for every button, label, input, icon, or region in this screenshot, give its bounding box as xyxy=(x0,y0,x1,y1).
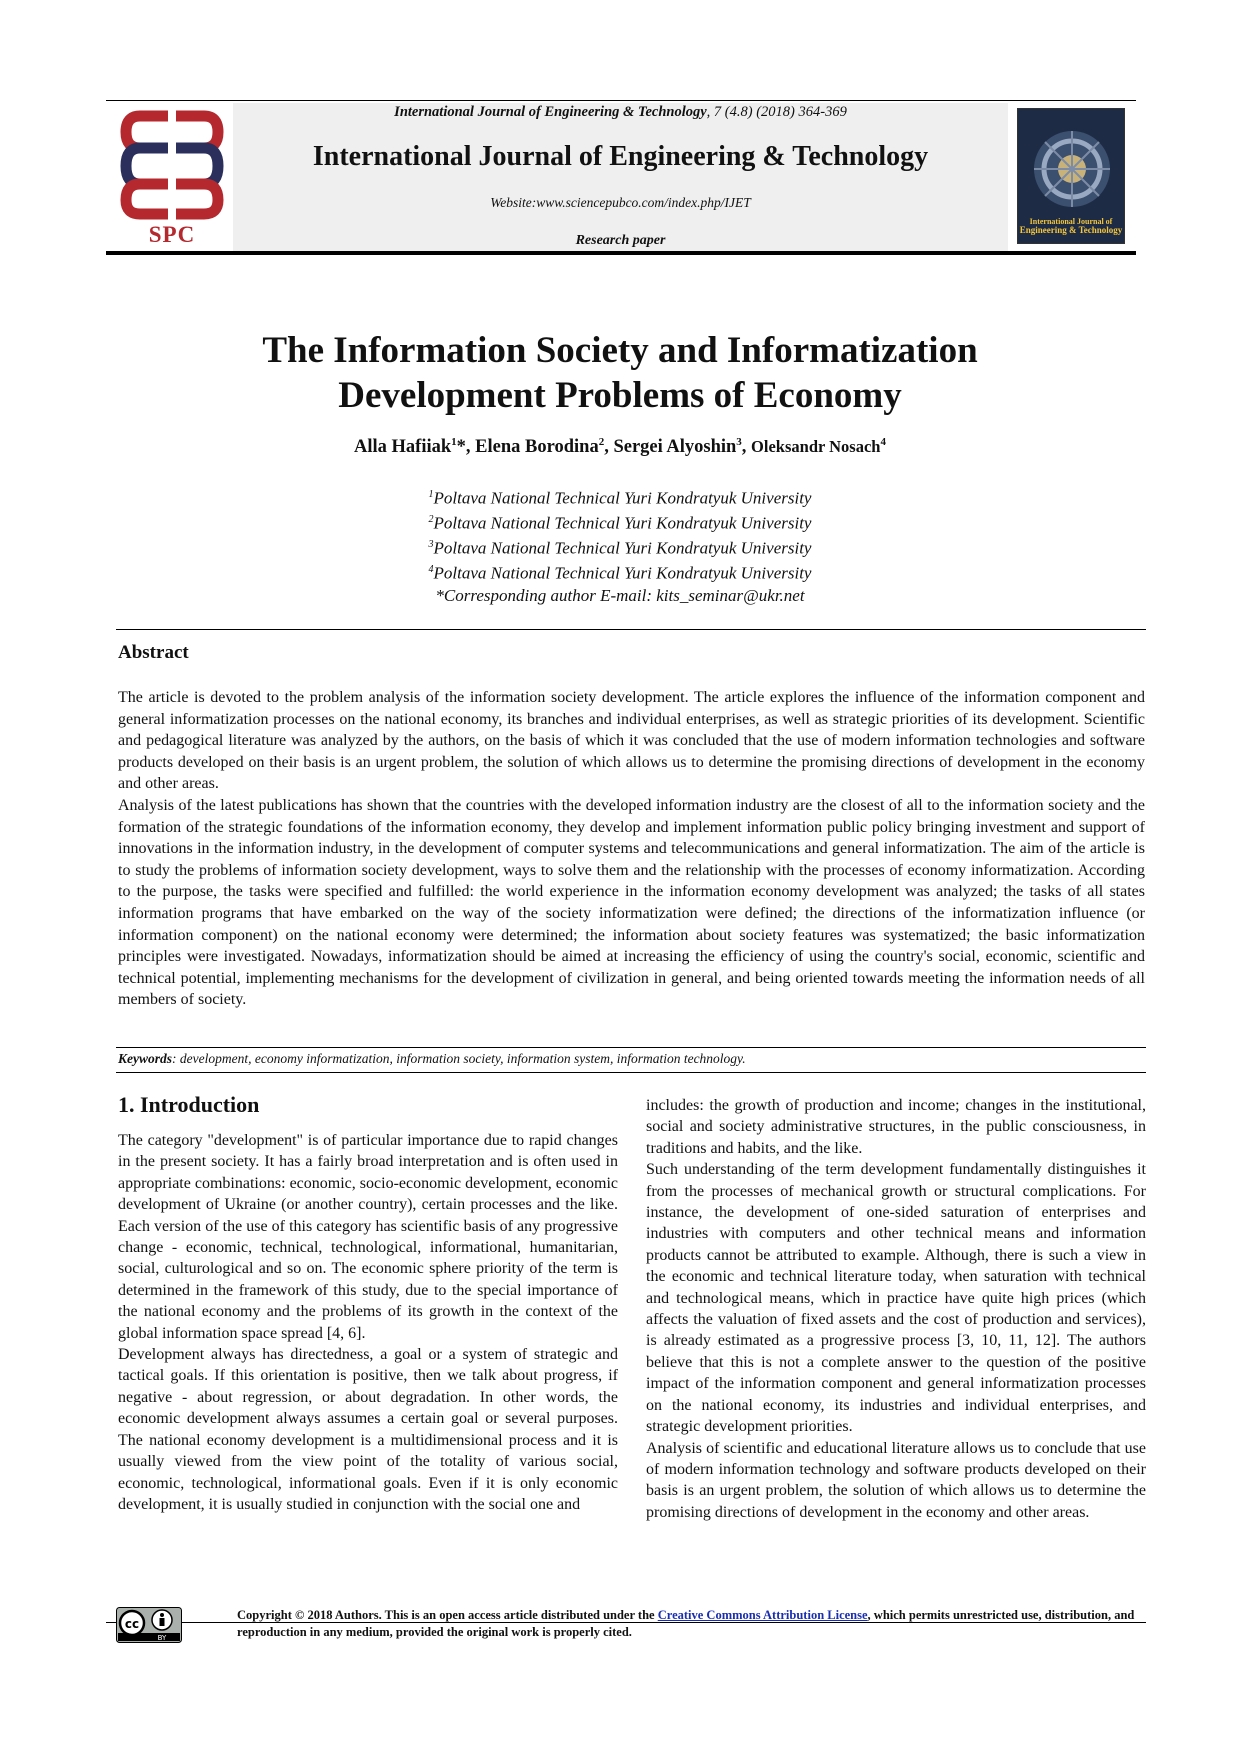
citation-journal: International Journal of Engineering & Technology xyxy=(394,104,707,120)
author-list xyxy=(120,436,1120,458)
intro-paragraph: Analysis of scientific and educational literature allows us to conclude that use of modern information technology and software products developed on their basis is an urgent problem, the solution of which allows us to determine the promising directions of development in the economy and other areas. xyxy=(646,1439,1146,1521)
affiliation-number: 2 xyxy=(428,514,434,526)
publisher-logo-text: SPC xyxy=(148,222,196,247)
affiliation-text: Poltava National Technical Yuri Kondratyuk University xyxy=(433,564,812,584)
copyright-text-end: , which permits unrestricted use, distribution, and reproduction in any medium, provided the original work is properly cited. xyxy=(237,1608,1135,1639)
keywords-label: Keywords xyxy=(118,1051,172,1066)
copyright-notice xyxy=(237,1607,1147,1641)
author-affiliation-number: 1 xyxy=(451,436,457,448)
cover-label-line2: Engineering & Technology xyxy=(1019,225,1123,235)
title-line-1: The Information Society and Informatization xyxy=(262,330,978,371)
left-column xyxy=(118,1092,618,1640)
author-separator: *, xyxy=(456,437,476,458)
header-bottom-rule xyxy=(106,251,1136,255)
paper-type: Research paper xyxy=(575,233,666,248)
author-affiliation-number: 4 xyxy=(880,436,886,448)
keywords-top-rule xyxy=(116,1047,1146,1048)
license-link[interactable]: Creative Commons Attribution License xyxy=(657,1608,868,1622)
abstract-paragraph-1: The article is devoted to the problem analysis of the information society development. The article explores the influence of the information component and general informatization processes on the national economy, its branches and individual enterprises, as well as strategic priorities of its development. Scientific and pedagogical literature was analyzed by the authors, on the basis of which it was concluded that the use of modern information technologies and software products developed on their basis is an urgent problem, the solution of which allows us to determine the promising directions of development in the economy and other areas. xyxy=(118,689,1145,793)
title-line-2: Development Problems of Economy xyxy=(338,375,902,416)
author-name: Elena Borodina xyxy=(475,437,599,458)
journal-cover-image xyxy=(1017,108,1125,244)
header-band xyxy=(233,103,1008,251)
journal-name: International Journal of Engineering & Technology xyxy=(312,141,929,172)
cover-label-line1: International Journal of xyxy=(1029,217,1113,226)
affiliation-text: Poltava National Technical Yuri Kondratyuk University xyxy=(433,488,812,508)
keywords xyxy=(118,1051,1145,1067)
affiliation-line xyxy=(120,534,1120,559)
copyright-text-start: Copyright © 2018 Authors. This is an open access article distributed under the xyxy=(237,1608,658,1622)
affiliation-number: 3 xyxy=(428,539,434,551)
abstract-paragraph-2: Analysis of the latest publications has shown that the countries with the developed information industry are the closest of all to the information society and the formation of the strategic foundations of the information economy, they develop and implement information public policy bringing investment and support of innovations in the information industry, in the development of computer systems and telecommunications and general informatization. The aim of the article is to study the problems of information society development, ways to solve them and the relationship with the processes of economy informatization. According to the purpose, the tasks were specified and fulfilled: the world experience in the information economy development was analyzed; the tasks of all states information programs that have embarked on the way of the society informatization were defined; the directions of the informatization influence (or information component) on the national economy were determined; the information about society features was systematized; the basic informatization principles were investigated. Nowadays, informatization should be aimed at increasing the efficiency of using the country's social, economic, scientific and technical potential, implementing mechanisms for the development of civilization in general, and being oriented towards meeting the information needs of all members of society. xyxy=(118,796,1145,1009)
author-name: Alla Hafiiak xyxy=(354,437,452,458)
author-name: Oleksandr Nosach xyxy=(751,437,881,457)
paper-title xyxy=(120,328,1120,418)
by-badge-text: BY xyxy=(157,1634,167,1642)
intro-paragraph: The category "development" is of particular importance due to rapid changes in the present society. It has a fairly broad interpretation and is often used in appropriate combinations: economic, socio-economic development, economic development of Ukraine (or another country), certain processes and the like. Each version of the use of this category has scientific basis of any progressive change - economic, technical, technological, informational, humanitarian, social, culturological and so on. The economic sphere priority of the term is determined in the framework of this study, due to the special importance of the national economy and the problems of its growth in the context of the global information space spread [4, 6]. xyxy=(118,1132,618,1342)
author-separator: , xyxy=(741,437,752,458)
affiliations xyxy=(120,484,1120,606)
cc-badge-text: cc xyxy=(124,1617,140,1631)
header-top-rule xyxy=(106,100,1136,101)
affiliation-number: 1 xyxy=(428,489,434,500)
affiliation-line xyxy=(120,484,1120,509)
citation-volume: , 7 (4.8) (2018) 364-369 xyxy=(706,104,847,120)
affiliation-number: 4 xyxy=(428,564,434,576)
intro-paragraph: Such understanding of the term development fundamentally distinguishes it from the processes of mechanical growth or structural complications. For instance, the development of one-sided saturation of enterprises and industries with computers and other technical means and information products cannot be attributed to example. Although, there is such a view in the economic and technical literature today, when saturation with technical and technological means, which in practice have quite high prices (which affects the valuation of fixed assets and the cost of production and services), is already estimated as a progressive process [3, 10, 11, 12]. The authors believe that this is not a complete answer to the question of the positive impact of the information component and general informatization processes on the national economy, its industries and individual enterprises, and strategic development priorities. xyxy=(646,1161,1146,1436)
intro-paragraph: includes: the growth of production and income; changes in the institutional, social and society administrative structures, in the public consciousness, in traditions and habits, and the like. xyxy=(646,1097,1146,1157)
author-name: Sergei Alyoshin xyxy=(613,437,737,458)
cover-label xyxy=(1018,217,1124,235)
cc-by-license-icon[interactable] xyxy=(116,1607,182,1643)
affiliation-text: Poltava National Technical Yuri Kondratyuk University xyxy=(433,513,812,533)
abstract-heading: Abstract xyxy=(118,642,189,663)
section-heading-introduction: 1. Introduction xyxy=(118,1092,260,1117)
journal-citation xyxy=(233,104,1008,121)
affiliation-line xyxy=(120,509,1120,534)
intro-paragraph: Development always has directedness, a goal or a system of strategic and tactical goals. If this orientation is positive, then we talk about progress, if negative - about regression, or about degradation. In other words, the economic development always assumes a certain goal or several purposes. The national economy development is a multidimensional process and it is usually viewed from the view point of the totality of various social, economic, technological, informational goals. Even if it is only economic development, it is usually studied in conjunction with the social one and xyxy=(118,1346,618,1513)
abstract-top-rule xyxy=(116,629,1146,630)
journal-website[interactable]: Website:www.sciencepubco.com/index.php/IJET xyxy=(490,195,751,210)
author-separator: , xyxy=(604,437,614,458)
left-column-text xyxy=(118,1130,618,1640)
author-affiliation-number: 3 xyxy=(736,436,742,448)
right-column xyxy=(646,1095,1146,1619)
author-affiliation-number: 2 xyxy=(598,436,605,448)
abstract-body xyxy=(118,687,1145,1011)
right-column-text xyxy=(646,1095,1146,1619)
corresponding-author: *Corresponding author E-mail: kits_seminar@ukr.net xyxy=(435,585,805,605)
keywords-bottom-rule xyxy=(116,1072,1146,1073)
keywords-text: : development, economy informatization, information society, information system, information technology. xyxy=(172,1051,746,1066)
affiliation-text: Poltava National Technical Yuri Kondratyuk University xyxy=(433,538,812,558)
affiliation-line xyxy=(120,559,1120,584)
